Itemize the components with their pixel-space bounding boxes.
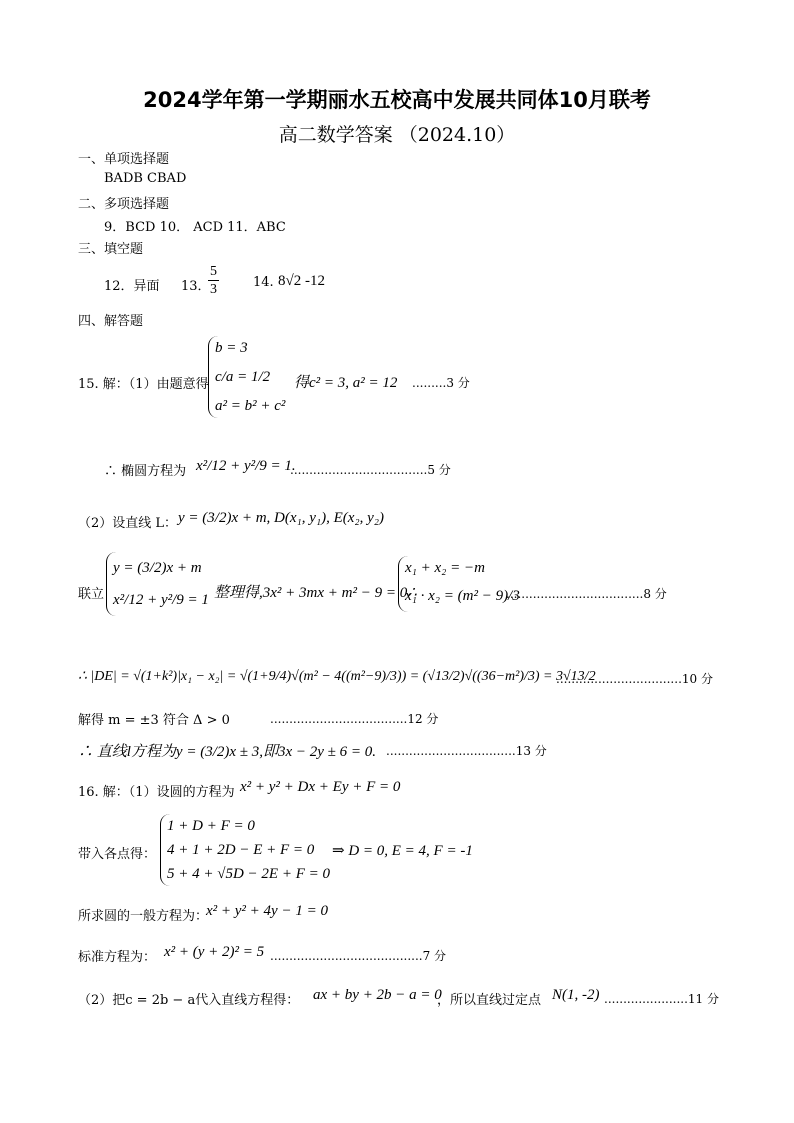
page-subtitle: 高二数学答案 （2024.10） [278,124,516,146]
q16-part2-tail: ，所以直线过定点 [437,993,542,1008]
q15-score6: ..................................13 分 [386,744,547,758]
q12-answer: 12．异面 [104,279,160,294]
q15-ellipse-eq: x²/12 + y²/9 = 1. [196,458,296,474]
multi-choice-answers: 9．BCD 10． ACD 11．ABC [104,220,286,235]
q16-solution: ⇒ D = 0, E = 4, F = -1 [332,843,473,859]
q15-sys2-line2: x²/12 + y²/9 = 1 [113,592,209,608]
q16-general-eq: x² + y² + 4y − 1 = 0 [206,903,328,919]
q15-result1: 得c² = 3, a² = 12 [294,375,398,391]
q15-combine-label: 联立 [78,587,105,602]
q13-denominator: 3 [210,282,217,297]
q15-simplify: 整理得,3x² + 3mx + m² − 9 = 0∴ [214,585,417,601]
q16-sys-line2: 4 + 1 + 2D − E + F = 0 [167,842,315,858]
q16-circle-general: x² + y² + Dx + Ey + F = 0 [240,779,401,795]
q15-score4: .................................10 分 [556,672,713,686]
section-single-choice: 一、单项选择题 [78,152,170,167]
q14-answer: 8√2 -12 [278,273,325,289]
q16-general-label: 所求圆的一般方程为： [78,909,209,924]
q14-label: 14. [253,275,274,290]
q15-score3: ....................................8 分 [506,587,667,601]
q15-sys1-line1: b = 3 [215,340,248,356]
q16-sys-line1: 1 + D + F = 0 [167,818,255,834]
q16-sub-label: 带入各点得： [78,847,157,862]
section-solutions: 四、解答题 [78,314,144,329]
q16-part2-label: （2）把c = 2b − a代入直线方程得： [78,993,300,1008]
q16-standard-eq: x² + (y + 2)² = 5 [164,944,265,960]
q13-fraction [208,263,219,298]
q15-sys1-line2: c/a = 1/2 [215,369,271,385]
page-title: 2024学年第一学期丽水五校高中发展共同体10月联考 [143,88,651,112]
q13-label: 13． [181,279,211,294]
q15-score1: .........3 分 [412,376,470,390]
q16-point: N(1, -2) [552,987,600,1003]
q16-intro: 16. 解：（1）设圆的方程为 [78,785,235,800]
q15-de-line: ∴ |DE| = √(1+k²)|x₁ − x₂| = √(1+9/4)√(m² − 4((m²−9)/3)) = (√13/2)√((36−m²)/3) = 3√13/2 [78,669,596,684]
q15-system-1 [208,336,285,418]
q15-sys1-line3: a² = b² + c² [215,398,286,414]
q15-intro: 15. 解：（1）由题意得 [78,377,209,392]
q15-score5: ....................................12 分 [270,712,439,726]
q15-line-eq: ∴ 直线l方程为y = (3/2)x ± 3,即3x − 2y ± 6 = 0. [78,744,377,760]
q13-numerator: 5 [210,264,217,279]
q15-solve: 解得 m = ±3 符合 Δ > 0 [78,713,230,728]
q15-part2-label: （2）设直线 L： [78,516,178,531]
q15-ellipse-prefix: ∴ 椭圆方程为 [104,464,187,479]
q16-part2-eq: ax + by + 2b − a = 0 [313,987,442,1003]
q16-standard-label: 标准方程为： [78,950,157,965]
q16-system [160,814,330,886]
single-choice-answers: BADB CBAD [104,171,187,186]
q16-score2: ......................11 分 [604,992,720,1006]
section-fill-blank: 三、填空题 [78,242,144,257]
q15-sys3-line2: x₁ · x₂ = (m² − 9)/3 [405,588,520,604]
q15-sys3-line1: x₁ + x₂ = −m [405,560,485,576]
q15-sys2-line1: y = (3/2)x + m [113,560,202,576]
section-multi-choice: 二、多项选择题 [78,197,170,212]
q15-part2-eq: y = (3/2)x + m, D(x₁, y₁), E(x₂, y₂) [178,510,385,526]
q16-sys-line3: 5 + 4 + √5D − 2E + F = 0 [167,866,331,882]
q16-score1: ........................................7 分 [270,949,447,963]
q15-system-3 [398,556,520,612]
q15-system-2 [106,552,209,616]
q15-score2: ....................................5 分 [290,463,451,477]
